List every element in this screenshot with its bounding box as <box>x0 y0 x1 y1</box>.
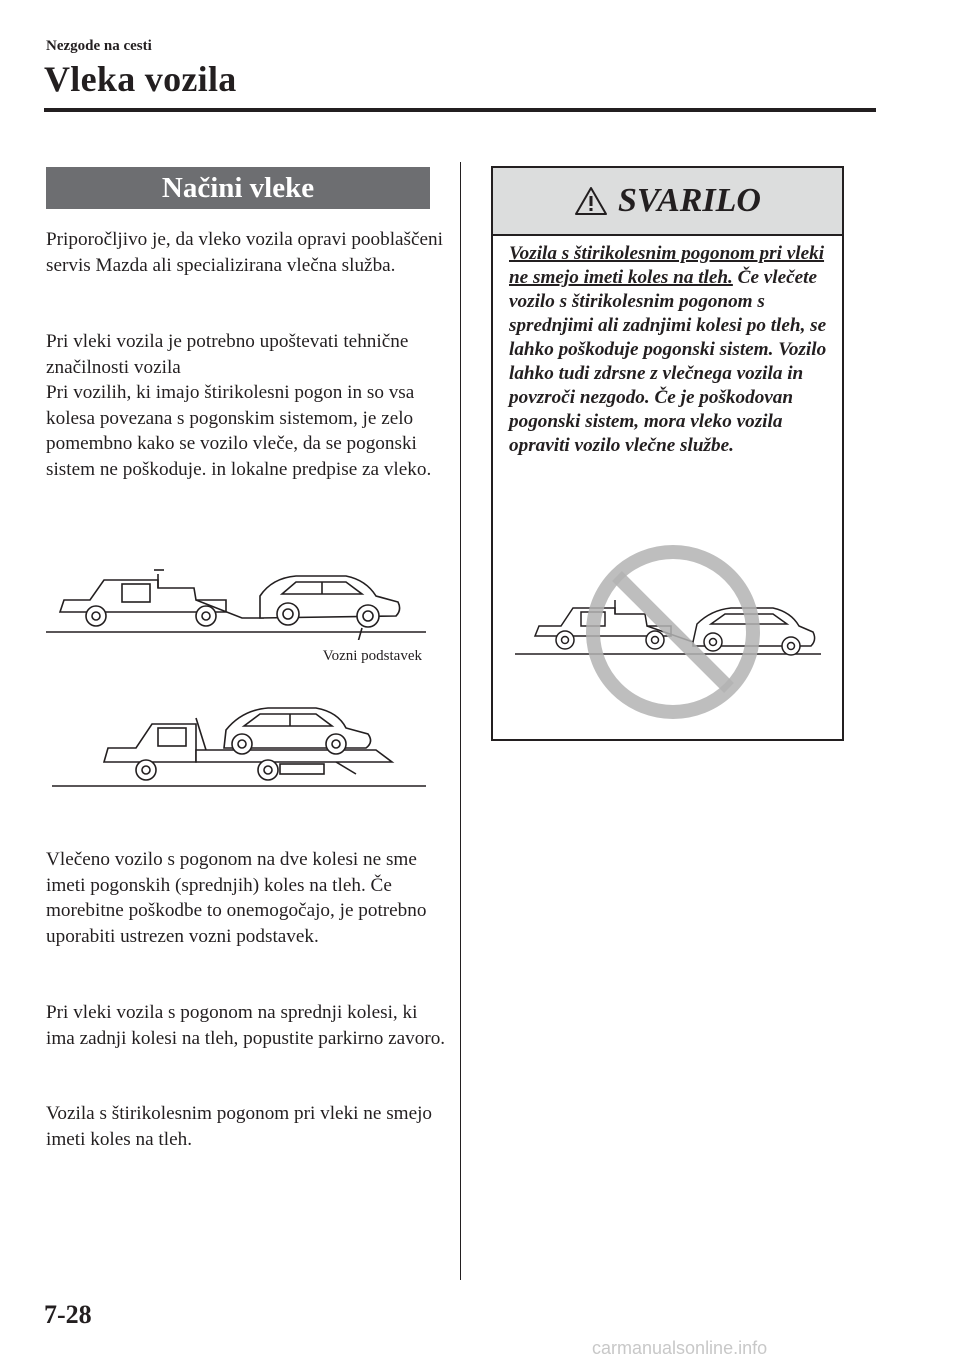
warning-text <box>509 242 839 458</box>
page-title: Vleka vozila <box>44 59 237 99</box>
figure-caption-dolly: Vozni podstavek <box>322 648 422 664</box>
watermark: carmanualsonline.info <box>592 1338 768 1358</box>
page-number: 7-28 <box>44 1300 92 1329</box>
column-divider <box>460 162 461 1280</box>
paragraph-parking-brake: Pri vleki vozila s pogonom na sprednji kolesi, ki ima zadnji kolesi na tleh, popustite parkirno zavoro. <box>46 1002 446 1049</box>
header-rule <box>44 108 876 112</box>
paragraph-four-wheel-drive: Vozila s štirikolesnim pogonom pri vleki ne smejo imeti koles na tleh. <box>46 1103 433 1150</box>
warning-triangle-icon <box>574 186 608 216</box>
section-heading: Načini vleke <box>46 167 430 209</box>
paragraph-two-wheel-drive: Vlečeno vozilo s pogonom na dve kolesi ne sme imeti pogonskih (sprednjih) koles na tleh. Če morebitne poškodbe to onemogočajo, je potrebno uporabiti ustrezen vozni podstavek. <box>46 849 427 947</box>
warning-title: SVARILO <box>618 182 761 219</box>
warning-lead: Vozila s štirikolesnim pogonom pri vleki ne smejo imeti koles na tleh. <box>509 243 825 288</box>
prohibited-towing-illustration <box>515 542 825 722</box>
warning-body: Če vlečete vozilo s štirikolesnim pogonom s sprednjimi ali zadnjimi kolesi po tleh, se lahko poškoduje pogonski sistem. Vozilo lahko tudi zdrsne z vlečnega vozila in povzroči nezgodo. Če je poškodovan pogonski sistem, mora vleko vozila opraviti vozilo vlečne službe. <box>509 267 827 456</box>
paragraph-technical: Pri vleki vozila je potrebno upoštevati tehnične značilnosti vozila Pri vozilih, ki imajo štirikolesni pogon in so vsa kolesa povezana s pogonskim sistemom, je zelo pomembno kako se vozilo vleče, da se pogonski sistem ne poškoduje. in lokalne predpise za vleko. <box>46 331 432 480</box>
tow-dolly-illustration <box>46 560 430 640</box>
warning-header <box>493 168 842 236</box>
chapter-title: Nezgode na cesti <box>46 38 152 54</box>
paragraph-recommendation: Priporočljivo je, da vleko vozila opravi pooblaščeni servis Mazda ali specializirana vlečna služba. <box>46 229 443 276</box>
warning-box <box>491 166 844 741</box>
flatbed-truck-illustration <box>46 700 430 790</box>
